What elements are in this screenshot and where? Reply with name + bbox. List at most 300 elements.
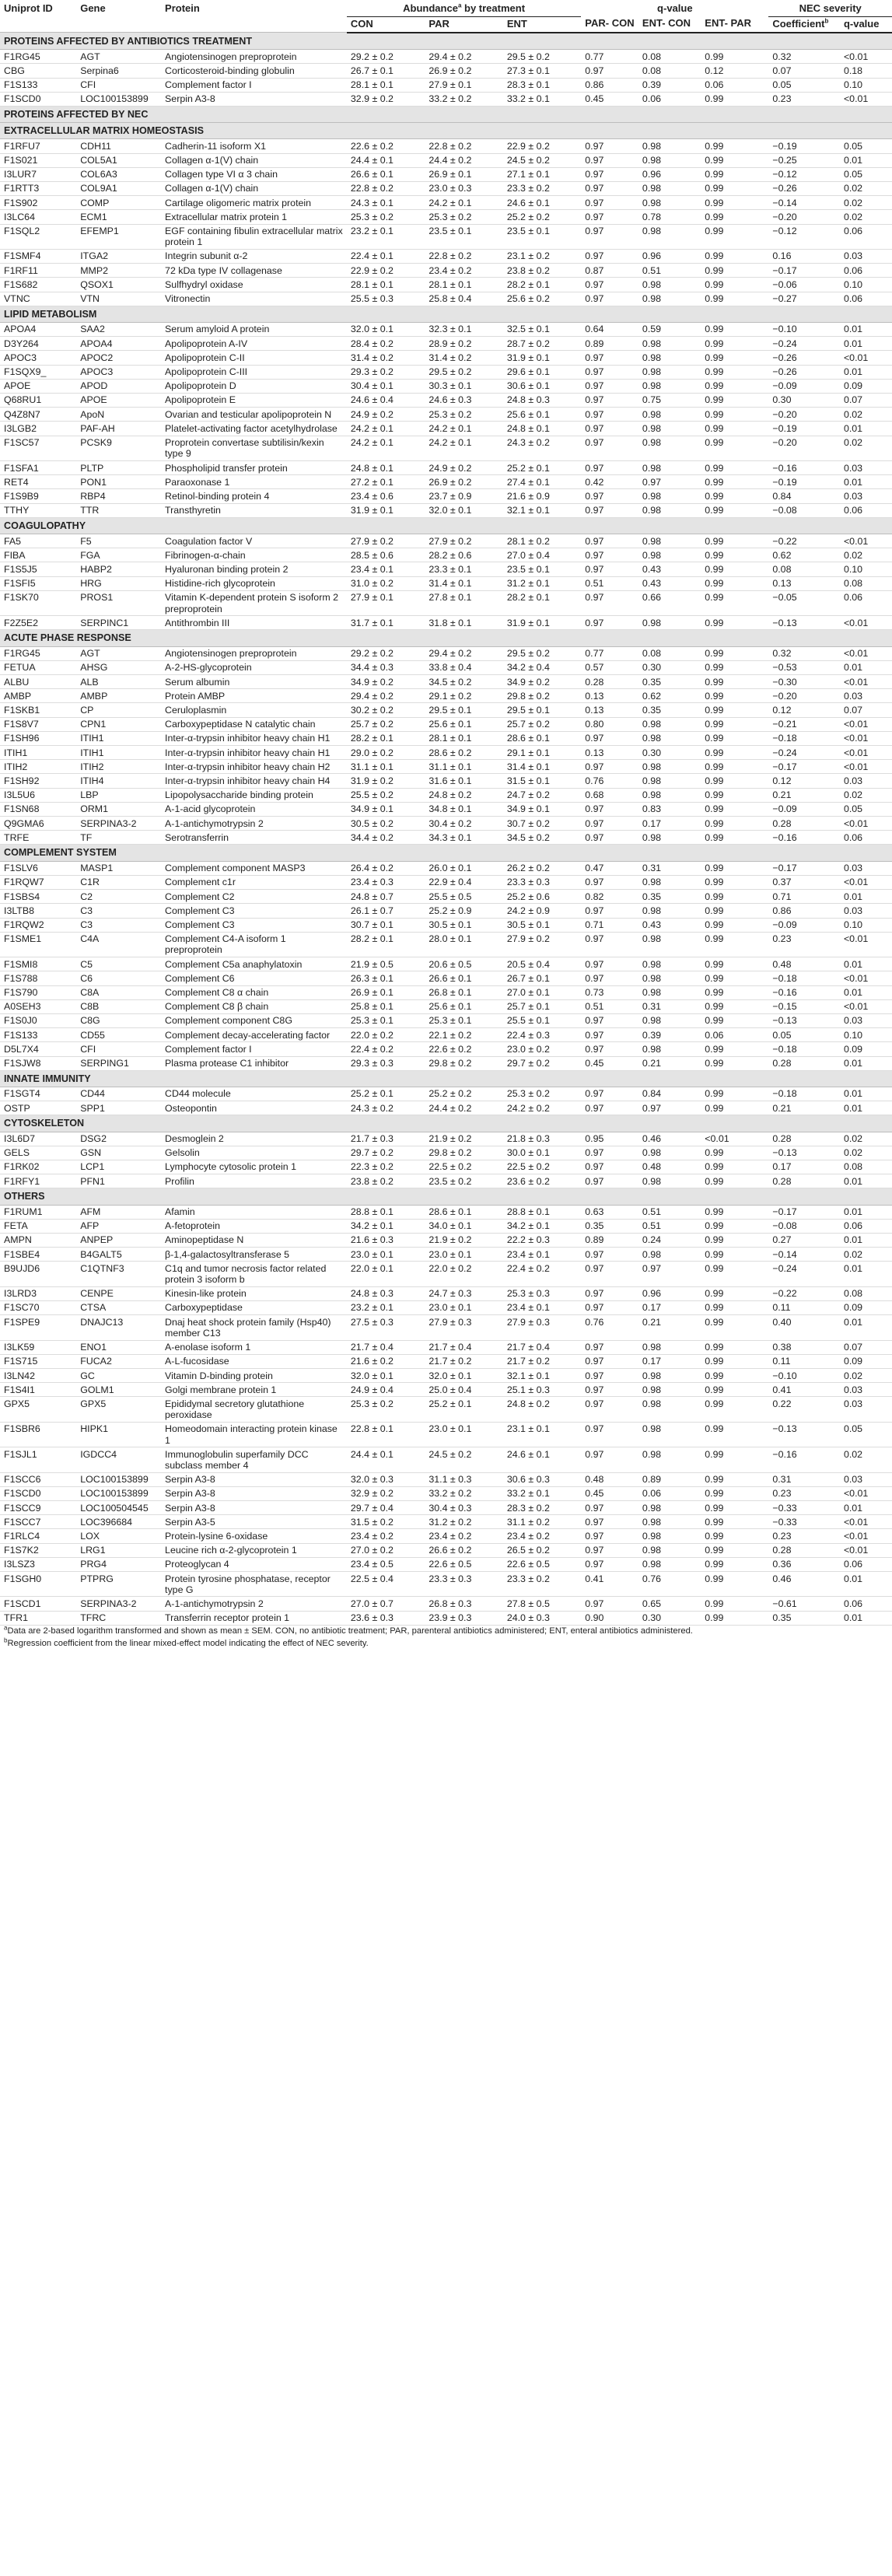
table-row (0, 831, 892, 845)
cell-gene: TF (76, 831, 161, 845)
cell-uniprot-id: F1RTT3 (0, 181, 76, 195)
cell-uniprot-id: RET4 (0, 475, 76, 489)
cell-gene: ApoN (76, 408, 161, 422)
footnote-a-mark: a (4, 1624, 8, 1632)
cell-qvalue-ent-par: 0.99 (701, 408, 768, 422)
cell-gene: C3 (76, 904, 161, 918)
cell-nec-coefficient: 0.21 (768, 1101, 840, 1115)
cell-qvalue-ent-par: 0.99 (701, 1611, 768, 1625)
cell-nec-coefficient: −0.20 (768, 210, 840, 224)
cell-qvalue-ent-par: <0.01 (701, 1132, 768, 1146)
table-row (0, 1572, 892, 1597)
table-row (0, 576, 892, 590)
cell-gene: FGA (76, 548, 161, 562)
section-header-row (0, 106, 892, 122)
cell-abundance-ent: 31.4 ± 0.1 (503, 760, 581, 774)
cell-qvalue-ent-par: 0.99 (701, 1515, 768, 1529)
table-row (0, 365, 892, 379)
cell-qvalue-ent-par: 0.99 (701, 562, 768, 576)
cell-nec-qvalue: <0.01 (840, 1486, 892, 1500)
cell-qvalue-par-con: 0.28 (581, 675, 638, 689)
cell-nec-coefficient: 0.48 (768, 957, 840, 971)
cell-protein: Homeodomain interacting protein kinase 1 (161, 1422, 347, 1447)
cell-abundance-con: 28.1 ± 0.1 (347, 78, 425, 92)
cell-nec-qvalue: 0.06 (840, 1557, 892, 1571)
table-row (0, 1340, 892, 1354)
header-nec-qvalue: q-value (840, 17, 892, 33)
cell-abundance-ent: 34.2 ± 0.1 (503, 1219, 581, 1233)
cell-abundance-con: 29.2 ± 0.2 (347, 646, 425, 660)
cell-abundance-ent: 23.3 ± 0.2 (503, 181, 581, 195)
cell-nec-coefficient: −0.19 (768, 422, 840, 436)
cell-nec-qvalue: 0.01 (840, 422, 892, 436)
cell-abundance-par: 22.1 ± 0.2 (425, 1028, 502, 1042)
cell-uniprot-id: F1RG45 (0, 646, 76, 660)
cell-qvalue-ent-par: 0.99 (701, 1397, 768, 1422)
cell-uniprot-id: APOE (0, 379, 76, 393)
cell-protein: Profilin (161, 1174, 347, 1188)
cell-qvalue-ent-con: 0.21 (638, 1056, 701, 1070)
cell-qvalue-ent-con: 0.46 (638, 1132, 701, 1146)
cell-qvalue-ent-par: 0.99 (701, 689, 768, 703)
cell-protein: Inter-α-trypsin inhibitor heavy chain H4 (161, 774, 347, 788)
cell-qvalue-par-con: 0.73 (581, 985, 638, 999)
cell-abundance-par: 30.4 ± 0.2 (425, 817, 502, 831)
cell-abundance-con: 25.3 ± 0.2 (347, 1397, 425, 1422)
cell-protein: Protein tyrosine phosphatase, receptor type G (161, 1572, 347, 1597)
cell-abundance-con: 26.6 ± 0.1 (347, 167, 425, 181)
cell-qvalue-ent-par: 0.99 (701, 50, 768, 64)
cell-abundance-con: 29.0 ± 0.2 (347, 746, 425, 760)
table-row (0, 1472, 892, 1486)
cell-abundance-ent: 34.5 ± 0.2 (503, 831, 581, 845)
cell-nec-qvalue: 0.01 (840, 1101, 892, 1115)
cell-protein: Collagen α-1(V) chain (161, 181, 347, 195)
table-row (0, 422, 892, 436)
cell-nec-qvalue: 0.10 (840, 562, 892, 576)
cell-nec-coefficient: 0.05 (768, 78, 840, 92)
cell-qvalue-par-con: 0.80 (581, 717, 638, 731)
table-row (0, 999, 892, 1013)
cell-gene: C5 (76, 957, 161, 971)
cell-qvalue-ent-par: 0.99 (701, 1042, 768, 1056)
cell-nec-coefficient: −0.08 (768, 503, 840, 517)
cell-uniprot-id: F1SQX9_ (0, 365, 76, 379)
cell-gene: IGDCC4 (76, 1447, 161, 1472)
cell-abundance-ent: 23.8 ± 0.2 (503, 264, 581, 278)
cell-protein: Coagulation factor V (161, 534, 347, 548)
cell-protein: Aminopeptidase N (161, 1233, 347, 1247)
cell-nec-coefficient: −0.22 (768, 1286, 840, 1300)
cell-nec-coefficient: −0.16 (768, 831, 840, 845)
cell-abundance-con: 23.4 ± 0.2 (347, 1529, 425, 1543)
header-gene: Gene (80, 2, 106, 14)
cell-gene: ALB (76, 675, 161, 689)
cell-qvalue-par-con: 0.57 (581, 660, 638, 674)
cell-qvalue-par-con: 0.82 (581, 890, 638, 904)
cell-qvalue-ent-con: 0.98 (638, 1340, 701, 1354)
cell-qvalue-ent-con: 0.43 (638, 918, 701, 932)
cell-uniprot-id: TRFE (0, 831, 76, 845)
cell-gene: ANPEP (76, 1233, 161, 1247)
cell-qvalue-par-con: 0.97 (581, 1042, 638, 1056)
cell-qvalue-ent-par: 0.99 (701, 904, 768, 918)
cell-qvalue-ent-con: 0.31 (638, 999, 701, 1013)
cell-nec-coefficient: 0.46 (768, 1572, 840, 1597)
header-abundance-footnote-mark: a (457, 2, 462, 9)
table-row (0, 393, 892, 407)
cell-protein: Immunoglobulin superfamily DCC subclass member 4 (161, 1447, 347, 1472)
cell-abundance-ent: 25.5 ± 0.1 (503, 1013, 581, 1027)
cell-gene: APOC2 (76, 351, 161, 365)
footnote-a (0, 1625, 892, 1638)
cell-nec-qvalue: 0.06 (840, 1597, 892, 1611)
cell-uniprot-id: FIBA (0, 548, 76, 562)
cell-nec-qvalue: 0.01 (840, 1233, 892, 1247)
table-row (0, 322, 892, 336)
cell-nec-qvalue: 0.02 (840, 196, 892, 210)
cell-nec-coefficient: −0.30 (768, 675, 840, 689)
cell-nec-qvalue: 0.01 (840, 365, 892, 379)
table-row (0, 503, 892, 517)
cell-abundance-ent: 21.7 ± 0.2 (503, 1354, 581, 1368)
cell-abundance-par: 21.9 ± 0.2 (425, 1132, 502, 1146)
cell-gene: HABP2 (76, 562, 161, 576)
cell-nec-qvalue: <0.01 (840, 1529, 892, 1543)
cell-qvalue-ent-con: 0.98 (638, 971, 701, 985)
cell-nec-coefficient: −0.20 (768, 436, 840, 460)
cell-uniprot-id: F1RG45 (0, 50, 76, 64)
cell-gene: LOC100153899 (76, 1472, 161, 1486)
cell-abundance-par: 28.2 ± 0.6 (425, 548, 502, 562)
cell-abundance-ent: 21.6 ± 0.9 (503, 489, 581, 503)
cell-nec-qvalue: 0.02 (840, 436, 892, 460)
cell-uniprot-id: F1S133 (0, 1028, 76, 1042)
cell-abundance-con: 32.9 ± 0.2 (347, 92, 425, 106)
cell-qvalue-ent-par: 0.99 (701, 1472, 768, 1486)
cell-qvalue-par-con: 0.89 (581, 337, 638, 351)
cell-abundance-con: 26.9 ± 0.1 (347, 985, 425, 999)
cell-nec-coefficient: −0.09 (768, 918, 840, 932)
cell-protein: Angiotensinogen preproprotein (161, 50, 347, 64)
cell-qvalue-par-con: 0.97 (581, 562, 638, 576)
cell-gene: SERPINA3-2 (76, 1597, 161, 1611)
cell-qvalue-ent-con: 0.66 (638, 590, 701, 615)
table-row (0, 1042, 892, 1056)
cell-qvalue-par-con: 0.97 (581, 1087, 638, 1101)
table-row (0, 224, 892, 249)
cell-nec-coefficient: −0.06 (768, 278, 840, 292)
cell-qvalue-ent-con: 0.21 (638, 1315, 701, 1340)
cell-nec-coefficient: −0.13 (768, 1013, 840, 1027)
cell-abundance-ent: 27.9 ± 0.2 (503, 932, 581, 957)
header-nec-severity-group: NEC severity (768, 0, 892, 17)
cell-nec-qvalue: <0.01 (840, 50, 892, 64)
cell-qvalue-par-con: 0.76 (581, 1315, 638, 1340)
cell-nec-coefficient: −0.12 (768, 167, 840, 181)
cell-qvalue-ent-con: 0.08 (638, 64, 701, 78)
cell-qvalue-par-con: 0.77 (581, 646, 638, 660)
cell-abundance-con: 24.9 ± 0.4 (347, 1383, 425, 1397)
cell-abundance-ent: 23.5 ± 0.1 (503, 562, 581, 576)
cell-qvalue-ent-par: 0.99 (701, 788, 768, 802)
cell-qvalue-par-con: 0.97 (581, 422, 638, 436)
cell-gene: CFI (76, 78, 161, 92)
cell-qvalue-ent-par: 0.99 (701, 1262, 768, 1286)
table-row (0, 1315, 892, 1340)
cell-abundance-ent: 28.3 ± 0.2 (503, 1501, 581, 1515)
cell-abundance-par: 25.0 ± 0.4 (425, 1383, 502, 1397)
cell-qvalue-ent-con: 0.98 (638, 1543, 701, 1557)
cell-qvalue-ent-con: 0.98 (638, 461, 701, 475)
cell-uniprot-id: VTNC (0, 292, 76, 306)
cell-nec-qvalue: 0.06 (840, 292, 892, 306)
cell-qvalue-ent-par: 0.99 (701, 1340, 768, 1354)
cell-uniprot-id: F1S021 (0, 153, 76, 167)
cell-protein: Serum amyloid A protein (161, 322, 347, 336)
cell-qvalue-par-con: 0.97 (581, 534, 638, 548)
cell-gene: SPP1 (76, 1101, 161, 1115)
cell-gene: PCSK9 (76, 436, 161, 460)
cell-abundance-ent: 31.1 ± 0.2 (503, 1515, 581, 1529)
cell-qvalue-ent-con: 0.76 (638, 1572, 701, 1597)
cell-qvalue-par-con: 0.97 (581, 167, 638, 181)
cell-qvalue-ent-par: 0.99 (701, 999, 768, 1013)
table-row (0, 746, 892, 760)
cell-qvalue-ent-par: 0.99 (701, 210, 768, 224)
cell-abundance-par: 28.1 ± 0.1 (425, 731, 502, 745)
table-row (0, 890, 892, 904)
header-coefficient-label: Coefficient (772, 17, 825, 30)
table-row (0, 774, 892, 788)
cell-abundance-ent: 34.9 ± 0.1 (503, 802, 581, 816)
cell-abundance-con: 25.8 ± 0.1 (347, 999, 425, 1013)
cell-abundance-par: 34.0 ± 0.1 (425, 1219, 502, 1233)
cell-gene: CTSA (76, 1300, 161, 1314)
header-coefficient-footnote-mark: b (824, 17, 829, 25)
table-row (0, 264, 892, 278)
cell-gene: TTR (76, 503, 161, 517)
cell-nec-qvalue: 0.03 (840, 249, 892, 263)
cell-protein: A-1-acid glycoprotein (161, 802, 347, 816)
cell-nec-qvalue: 0.01 (840, 660, 892, 674)
cell-protein: Corticosteroid-binding globulin (161, 64, 347, 78)
cell-qvalue-ent-con: 0.06 (638, 92, 701, 106)
cell-gene: PON1 (76, 475, 161, 489)
cell-nec-coefficient: 0.13 (768, 576, 840, 590)
cell-qvalue-ent-con: 0.98 (638, 1447, 701, 1472)
section-header-row (0, 1115, 892, 1132)
cell-qvalue-ent-con: 0.62 (638, 689, 701, 703)
cell-nec-qvalue: 0.07 (840, 1340, 892, 1354)
cell-gene: APOD (76, 379, 161, 393)
cell-nec-coefficient: 0.07 (768, 64, 840, 78)
cell-qvalue-par-con: 0.97 (581, 489, 638, 503)
cell-qvalue-par-con: 0.97 (581, 1340, 638, 1354)
cell-qvalue-ent-par: 0.99 (701, 1205, 768, 1219)
cell-abundance-par: 24.4 ± 0.2 (425, 1101, 502, 1115)
cell-qvalue-ent-par: 0.99 (701, 646, 768, 660)
table-row (0, 932, 892, 957)
cell-abundance-par: 23.9 ± 0.3 (425, 1611, 502, 1625)
cell-abundance-par: 24.7 ± 0.3 (425, 1286, 502, 1300)
cell-protein: Cartilage oligomeric matrix protein (161, 196, 347, 210)
table-row (0, 1132, 892, 1146)
cell-protein: Ovarian and testicular apolipoprotein N (161, 408, 347, 422)
cell-abundance-con: 25.3 ± 0.1 (347, 1013, 425, 1027)
cell-abundance-par: 26.0 ± 0.1 (425, 861, 502, 875)
cell-gene: AFM (76, 1205, 161, 1219)
cell-protein: A-enolase isoform 1 (161, 1340, 347, 1354)
cell-abundance-par: 27.9 ± 0.2 (425, 534, 502, 548)
cell-abundance-par: 31.6 ± 0.1 (425, 774, 502, 788)
section-title: PROTEINS AFFECTED BY NEC (0, 106, 892, 122)
cell-nec-qvalue: <0.01 (840, 646, 892, 660)
cell-qvalue-ent-par: 0.99 (701, 503, 768, 517)
cell-qvalue-ent-par: 0.99 (701, 461, 768, 475)
cell-abundance-ent: 23.4 ± 0.1 (503, 1300, 581, 1314)
cell-abundance-par: 25.3 ± 0.2 (425, 210, 502, 224)
cell-protein: Cadherin-11 isoform X1 (161, 139, 347, 153)
cell-abundance-ent: 27.3 ± 0.1 (503, 64, 581, 78)
cell-abundance-par: 33.2 ± 0.2 (425, 1486, 502, 1500)
cell-abundance-par: 22.5 ± 0.2 (425, 1160, 502, 1174)
cell-nec-qvalue: 0.03 (840, 461, 892, 475)
cell-gene: LOC100504545 (76, 1501, 161, 1515)
cell-qvalue-ent-par: 0.99 (701, 337, 768, 351)
cell-gene: ITIH1 (76, 746, 161, 760)
cell-abundance-ent: 24.5 ± 0.2 (503, 153, 581, 167)
cell-qvalue-par-con: 0.97 (581, 139, 638, 153)
cell-qvalue-par-con: 0.97 (581, 616, 638, 630)
cell-abundance-ent: 23.4 ± 0.2 (503, 1529, 581, 1543)
cell-abundance-par: 25.3 ± 0.2 (425, 408, 502, 422)
cell-abundance-par: 22.8 ± 0.2 (425, 249, 502, 263)
cell-qvalue-ent-par: 0.99 (701, 1174, 768, 1188)
cell-abundance-ent: 27.9 ± 0.3 (503, 1315, 581, 1340)
cell-protein: Complement C8 β chain (161, 999, 347, 1013)
cell-qvalue-par-con: 0.97 (581, 1101, 638, 1115)
cell-protein: Apolipoprotein A-IV (161, 337, 347, 351)
table-row (0, 167, 892, 181)
table-row (0, 957, 892, 971)
cell-qvalue-ent-par: 0.99 (701, 760, 768, 774)
cell-qvalue-ent-par: 0.99 (701, 861, 768, 875)
cell-qvalue-ent-par: 0.99 (701, 831, 768, 845)
table-row (0, 760, 892, 774)
cell-abundance-ent: 22.4 ± 0.2 (503, 1262, 581, 1286)
cell-abundance-ent: 24.3 ± 0.2 (503, 436, 581, 460)
cell-nec-qvalue: 0.05 (840, 1422, 892, 1447)
cell-qvalue-ent-par: 0.99 (701, 264, 768, 278)
table-row (0, 1486, 892, 1500)
cell-qvalue-ent-con: 0.98 (638, 534, 701, 548)
cell-abundance-ent: 28.2 ± 0.1 (503, 590, 581, 615)
cell-qvalue-ent-con: 0.17 (638, 817, 701, 831)
cell-abundance-par: 32.0 ± 0.1 (425, 1369, 502, 1383)
cell-protein: Dnaj heat shock protein family (Hsp40) member C13 (161, 1315, 347, 1340)
cell-uniprot-id: F2Z5E2 (0, 616, 76, 630)
cell-abundance-ent: 24.8 ± 0.1 (503, 422, 581, 436)
cell-abundance-par: 28.9 ± 0.2 (425, 337, 502, 351)
cell-nec-qvalue: <0.01 (840, 875, 892, 889)
table-row (0, 1383, 892, 1397)
cell-abundance-con: 22.5 ± 0.4 (347, 1572, 425, 1597)
cell-gene: CENPE (76, 1286, 161, 1300)
cell-qvalue-par-con: 0.97 (581, 224, 638, 249)
cell-nec-qvalue: <0.01 (840, 675, 892, 689)
header-uniprot-id: Uniprot ID (4, 2, 53, 14)
cell-nec-qvalue: 0.01 (840, 1087, 892, 1101)
cell-abundance-ent: 27.8 ± 0.5 (503, 1597, 581, 1611)
cell-nec-coefficient: 0.28 (768, 1056, 840, 1070)
cell-abundance-ent: 28.7 ± 0.2 (503, 337, 581, 351)
cell-nec-qvalue: 0.02 (840, 788, 892, 802)
cell-qvalue-ent-par: 0.99 (701, 1354, 768, 1368)
cell-uniprot-id: F1SME1 (0, 932, 76, 957)
cell-qvalue-ent-con: 0.97 (638, 1101, 701, 1115)
table-row (0, 875, 892, 889)
cell-nec-qvalue: 0.18 (840, 64, 892, 78)
cell-nec-qvalue: 0.05 (840, 139, 892, 153)
cell-abundance-par: 22.6 ± 0.2 (425, 1042, 502, 1056)
cell-qvalue-ent-par: 0.99 (701, 576, 768, 590)
cell-uniprot-id: F1SCC6 (0, 1472, 76, 1486)
cell-qvalue-ent-con: 0.96 (638, 167, 701, 181)
cell-abundance-con: 21.6 ± 0.2 (347, 1354, 425, 1368)
cell-qvalue-ent-con: 0.98 (638, 351, 701, 365)
table-row (0, 1447, 892, 1472)
cell-abundance-con: 23.0 ± 0.1 (347, 1248, 425, 1262)
header-abundance-label: Abundance (403, 2, 458, 14)
cell-abundance-ent: 29.5 ± 0.2 (503, 646, 581, 660)
cell-protein: Platelet-activating factor acetylhydrolase (161, 422, 347, 436)
cell-nec-coefficient: −0.13 (768, 1146, 840, 1160)
cell-abundance-con: 31.1 ± 0.1 (347, 760, 425, 774)
cell-qvalue-par-con: 0.86 (581, 78, 638, 92)
cell-gene: FUCA2 (76, 1354, 161, 1368)
cell-nec-coefficient: 0.05 (768, 1028, 840, 1042)
cell-abundance-con: 25.2 ± 0.1 (347, 1087, 425, 1101)
cell-qvalue-ent-con: 0.98 (638, 153, 701, 167)
cell-abundance-con: 34.4 ± 0.2 (347, 831, 425, 845)
table-row (0, 379, 892, 393)
cell-qvalue-par-con: 0.97 (581, 393, 638, 407)
cell-uniprot-id: ITIH2 (0, 760, 76, 774)
cell-qvalue-par-con: 0.89 (581, 1233, 638, 1247)
cell-nec-qvalue: 0.03 (840, 1013, 892, 1027)
cell-uniprot-id: GELS (0, 1146, 76, 1160)
cell-protein: Complement c1r (161, 875, 347, 889)
cell-gene: SERPINC1 (76, 616, 161, 630)
cell-abundance-con: 27.0 ± 0.7 (347, 1597, 425, 1611)
table-row (0, 1557, 892, 1571)
cell-gene: GC (76, 1369, 161, 1383)
cell-qvalue-ent-par: 0.99 (701, 436, 768, 460)
cell-qvalue-ent-par: 0.99 (701, 1422, 768, 1447)
cell-uniprot-id: F1RQW2 (0, 918, 76, 932)
cell-nec-qvalue: <0.01 (840, 616, 892, 630)
cell-nec-qvalue: 0.02 (840, 1369, 892, 1383)
cell-abundance-ent: 25.3 ± 0.2 (503, 1087, 581, 1101)
cell-nec-coefficient: 0.62 (768, 548, 840, 562)
cell-qvalue-ent-con: 0.98 (638, 1146, 701, 1160)
cell-abundance-par: 23.3 ± 0.1 (425, 562, 502, 576)
cell-abundance-par: 26.6 ± 0.1 (425, 971, 502, 985)
cell-qvalue-ent-con: 0.98 (638, 337, 701, 351)
cell-abundance-par: 21.7 ± 0.2 (425, 1354, 502, 1368)
cell-abundance-par: 25.6 ± 0.1 (425, 999, 502, 1013)
